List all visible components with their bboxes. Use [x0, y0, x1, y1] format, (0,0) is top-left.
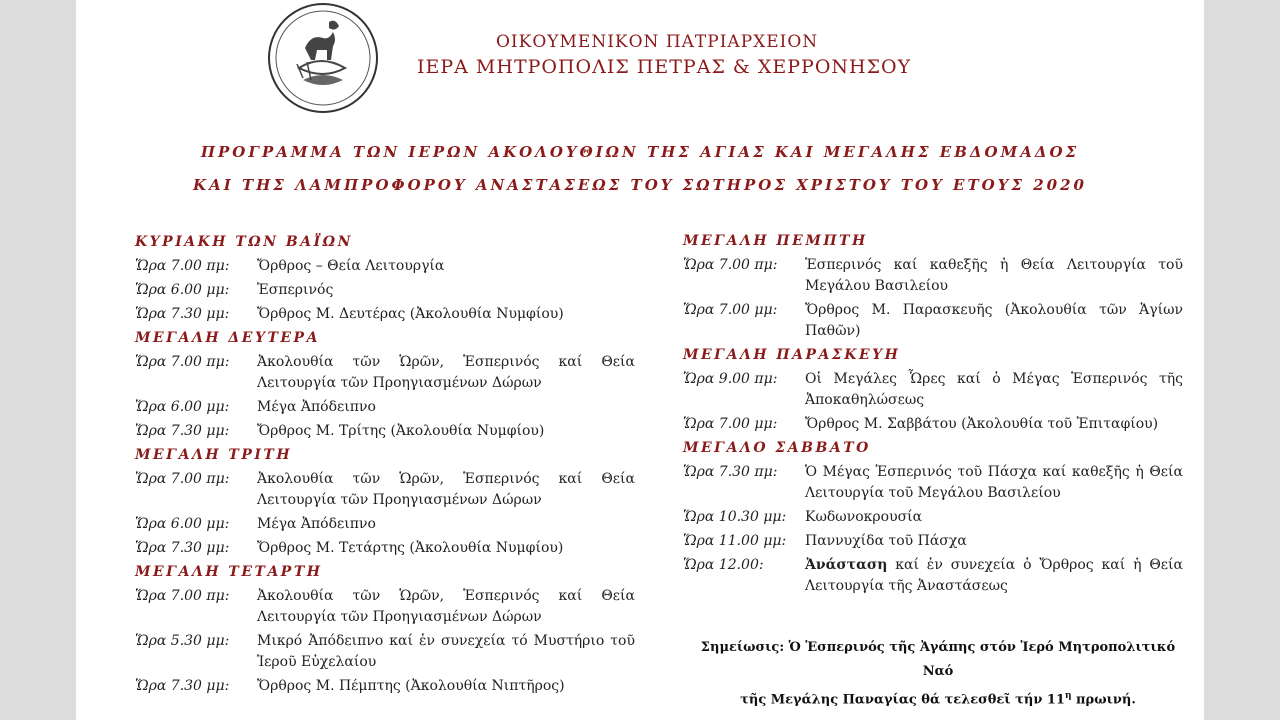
day-heading: ΜΕΓΑΛΗ ΤΕΤΑΡΤΗ [135, 564, 323, 580]
day-heading: ΜΕΓΑΛΟ ΣΑΒΒΑΤΟ [683, 440, 871, 456]
schedule-left-column [135, 234, 635, 702]
service-time: Ὥρα 6.00 μμ: [135, 282, 230, 298]
service-description: Ἑσπερινός [257, 282, 334, 298]
service-description: Ὄρθρος Μ. Πέμπτης (Ἀκολουθία Νιπτῆρος) [257, 678, 565, 694]
day-heading: ΚΥΡΙΑΚΗ ΤΩΝ ΒΑΪΩΝ [135, 234, 353, 250]
service-description: Παννυχίδα τοῦ Πάσχα [805, 533, 967, 549]
service-description: Ἑσπερινός καί καθεξῆς ἡ Θεία Λειτουργία τοῦ Μεγάλου Βασιλείου [805, 257, 1183, 294]
service-row [135, 280, 635, 301]
day-heading: ΜΕΓΑΛΗ ΔΕΥΤΕΡΑ [135, 330, 320, 346]
schedule-title-line1: ΠΡΟΓΡΑΜΜΑ ΤΩΝ ΙΕΡΩΝ ΑΚΟΛΟΥΘΙΩΝ ΤΗΣ ΑΓΙΑΣ ΚΑΙ ΜΕΓΑΛΗΣ ΕΒΔΟΜΑΔΟΣ [200, 143, 1080, 161]
notes-line2 [688, 684, 1188, 712]
service-time: Ὥρα 7.00 πμ: [683, 257, 778, 273]
service-description: Ὄρθρος Μ. Παρασκευῆς (Ἀκολουθία τῶν Ἁγίων Παθῶν) [805, 302, 1183, 339]
service-row [135, 469, 635, 511]
service-time: Ὥρα 6.00 μμ: [135, 399, 230, 415]
service-row [683, 462, 1183, 504]
service-row [135, 631, 635, 673]
service-description: Ὁ Μέγας Ἑσπερινός τοῦ Πάσχα καί καθεξῆς ἡ Θεία Λειτουργία τοῦ Μεγάλου Βασιλείου [805, 464, 1183, 501]
service-time: Ὥρα 6.00 μμ: [135, 516, 230, 532]
service-time: Ὥρα 7.00 μμ: [683, 416, 778, 432]
patriarchate-name: ΟΙΚΟΥΜΕΝΙΚΟΝ ΠΑΤΡΙΑΡΧΕΙΟΝ [496, 32, 819, 52]
service-row [683, 414, 1183, 435]
service-description: Ἀκολουθία τῶν Ὡρῶν, Ἑσπερινός καί Θεία Λειτουργία τῶν Προηγιασμένων Δώρων [257, 588, 635, 625]
service-description: Ὄρθρος Μ. Τρίτης (Ἀκολουθία Νυμφίου) [257, 423, 545, 439]
metropolis-name: ΙΕΡΑ ΜΗΤΡΟΠΟΛΙΣ ΠΕΤΡΑΣ & ΧΕΡΡΟΝΗΣΟΥ [417, 56, 912, 78]
service-row [135, 514, 635, 535]
service-description: Μικρό Ἀπόδειπνο καί ἐν συνεχεία τό Μυστήριο τοῦ Ἱεροῦ Εὐχελαίου [257, 633, 635, 670]
service-time: Ὥρα 7.00 πμ: [135, 588, 230, 604]
day-group [135, 234, 635, 325]
schedule-title-line2: ΚΑΙ ΤΗΣ ΛΑΜΠΡΟΦΟΡΟΥ ΑΝΑΣΤΑΣΕΩΣ ΤΟΥ ΣΩΤΗΡΟΣ ΧΡΙΣΤΟΥ ΤΟΥ ΕΤΟΥΣ 2020 [193, 176, 1087, 194]
day-group [683, 347, 1183, 435]
service-row [135, 304, 635, 325]
service-row [135, 352, 635, 394]
service-row [135, 397, 635, 418]
service-description [805, 555, 1183, 597]
service-description: Ὄρθρος Μ. Σαββάτου (Ἀκολουθία τοῦ Ἐπιταφίου) [805, 416, 1159, 432]
service-time: Ὥρα 9.00 πμ: [683, 371, 778, 387]
service-time: Ὥρα 7.00 πμ: [135, 258, 230, 274]
notes-line2-text: τῆς Μεγάλης Παναγίας θά τελεσθεῖ τήν 11 [740, 692, 1065, 708]
service-row [683, 300, 1183, 342]
service-time: Ὥρα 7.00 πμ: [135, 471, 230, 487]
day-group [135, 564, 635, 697]
notes-line2-sup: η [1064, 691, 1072, 701]
day-group [683, 233, 1183, 342]
service-row [135, 538, 635, 559]
notes-line2-end: πρωινή. [1071, 692, 1136, 708]
service-row [683, 555, 1183, 597]
service-description-bold: Ἀνάσταση [805, 557, 888, 573]
service-time: Ὥρα 11.00 μμ: [683, 533, 787, 549]
service-description: Ἀκολουθία τῶν Ὡρῶν, Ἑσπερινός καί Θεία Λειτουργία τῶν Προηγιασμένων Δώρων [257, 471, 635, 508]
service-description: Ὄρθρος Μ. Δευτέρας (Ἀκολουθία Νυμφίου) [257, 306, 564, 322]
service-row [683, 507, 1183, 528]
day-group [135, 447, 635, 559]
day-group [135, 330, 635, 442]
day-heading: ΜΕΓΑΛΗ ΠΕΜΠΤΗ [683, 233, 868, 249]
service-row [683, 531, 1183, 552]
service-row [135, 676, 635, 697]
service-row [135, 586, 635, 628]
schedule-notes [688, 636, 1188, 712]
service-time: Ὥρα 7.30 μμ: [135, 423, 230, 439]
service-time: Ὥρα 7.00 μμ: [683, 302, 778, 318]
service-description: Κωδωνοκρουσία [805, 509, 923, 525]
service-row [135, 421, 635, 442]
service-description: Μέγα Ἀπόδειπνο [257, 399, 376, 415]
service-time: Ὥρα 12.00: [683, 557, 764, 573]
service-time: Ὥρα 7.30 μμ: [135, 540, 230, 556]
service-time: Ὥρα 7.30 μμ: [135, 306, 230, 322]
day-heading: ΜΕΓΑΛΗ ΤΡΙΤΗ [135, 447, 293, 463]
metropolis-seal-icon [267, 2, 379, 114]
schedule-right-column [683, 233, 1183, 602]
day-group [683, 440, 1183, 597]
day-heading: ΜΕΓΑΛΗ ΠΑΡΑΣΚΕΥΗ [683, 347, 901, 363]
service-description-rest: καί ἐν συνεχεία ὁ Ὄρθρος καί ἡ Θεία Λειτουργία τῆς Ἀναστάσεως [805, 557, 1183, 594]
service-time: Ὥρα 5.30 μμ: [135, 633, 230, 649]
service-row [135, 256, 635, 277]
notes-line1: Σημείωσις: Ὁ Ἑσπερινός τῆς Ἀγάπης στόν Ἱερό Μητροπολιτικό Ναό [700, 640, 1176, 679]
service-time: Ὥρα 7.30 πμ: [683, 464, 778, 480]
service-description: Ἀκολουθία τῶν Ὡρῶν, Ἑσπερινός καί Θεία Λειτουργία τῶν Προηγιασμένων Δώρων [257, 354, 635, 391]
service-description: Ὄρθρος – Θεία Λειτουργία [257, 258, 445, 274]
service-row [683, 369, 1183, 411]
service-row [683, 255, 1183, 297]
service-description: Ὄρθρος Μ. Τετάρτης (Ἀκολουθία Νυμφίου) [257, 540, 564, 556]
service-description: Μέγα Ἀπόδειπνο [257, 516, 376, 532]
service-time: Ὥρα 10.30 μμ: [683, 509, 787, 525]
service-description: Οἱ Μεγάλες Ὧρες καί ὁ Μέγας Ἑσπερινός τῆς Ἀποκαθηλώσεως [805, 371, 1183, 408]
service-time: Ὥρα 7.00 πμ: [135, 354, 230, 370]
service-time: Ὥρα 7.30 μμ: [135, 678, 230, 694]
